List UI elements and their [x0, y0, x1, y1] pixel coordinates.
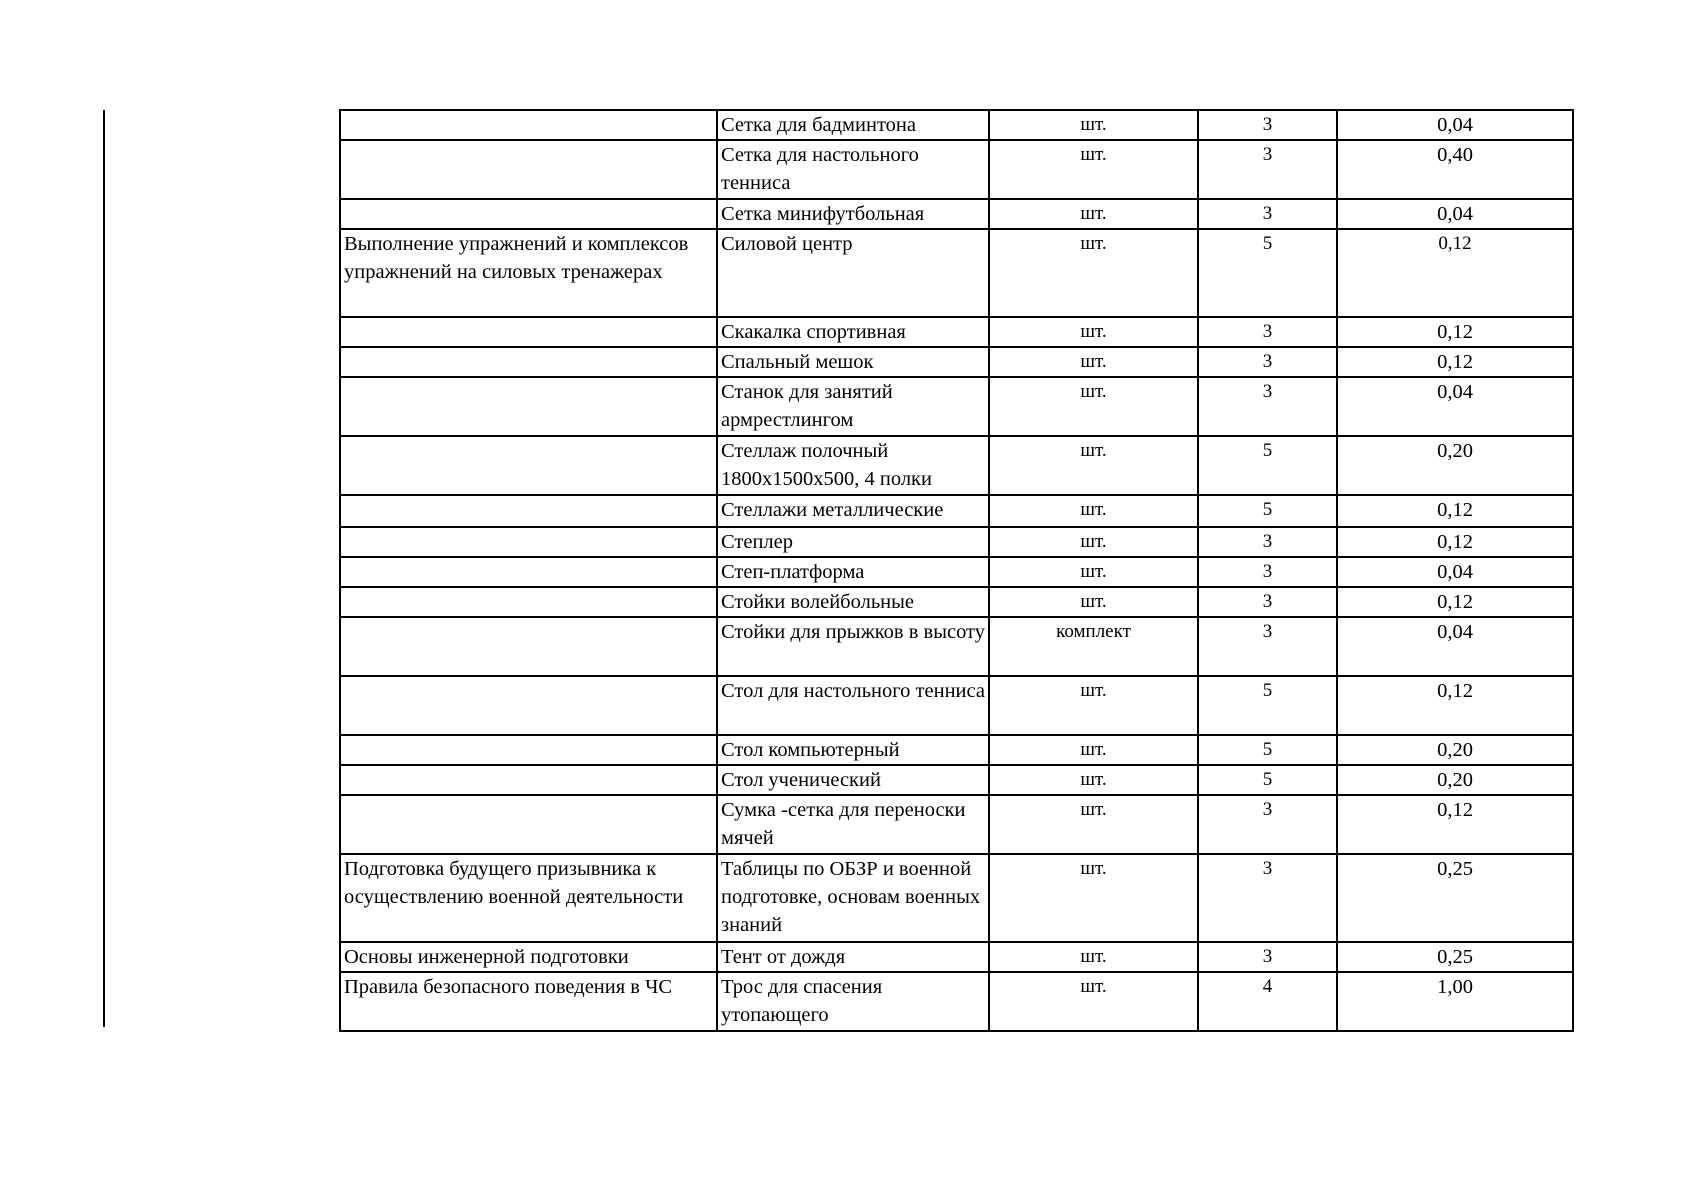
quantity-cell: 5: [1198, 495, 1337, 527]
table-row: [340, 735, 1573, 765]
table-row: [340, 972, 1573, 1031]
quantity-cell: 3: [1198, 942, 1337, 972]
value-cell: 0,12: [1337, 495, 1573, 527]
activity-cell: [340, 495, 717, 527]
unit-cell: шт.: [989, 229, 1198, 317]
activity-cell: [340, 617, 717, 676]
unit-cell: шт.: [989, 735, 1198, 765]
quantity-cell: 3: [1198, 140, 1337, 199]
table-row: [340, 377, 1573, 436]
item-cell: Степлер: [717, 527, 989, 557]
value-cell: 0,20: [1337, 735, 1573, 765]
value-cell: 0,12: [1337, 229, 1573, 317]
unit-cell: шт.: [989, 765, 1198, 795]
activity-cell: Выполнение упражнений и комплексов упражнений на силовых тренажерах: [340, 229, 717, 317]
item-cell: Сетка для настольного тенниса: [717, 140, 989, 199]
value-cell: 0,04: [1337, 110, 1573, 140]
unit-cell: шт.: [989, 676, 1198, 735]
table-row: [340, 942, 1573, 972]
unit-cell: комплект: [989, 617, 1198, 676]
quantity-cell: 3: [1198, 587, 1337, 617]
quantity-cell: 3: [1198, 854, 1337, 942]
unit-cell: шт.: [989, 495, 1198, 527]
table-row: [340, 140, 1573, 199]
value-cell: 0,12: [1337, 317, 1573, 347]
table-row: [340, 587, 1573, 617]
value-cell: 0,04: [1337, 199, 1573, 229]
activity-cell: [340, 527, 717, 557]
value-cell: 1,00: [1337, 972, 1573, 1031]
unit-cell: шт.: [989, 140, 1198, 199]
quantity-cell: 3: [1198, 110, 1337, 140]
item-cell: Стеллаж полочный 1800x1500x500, 4 полки: [717, 436, 989, 495]
unit-cell: шт.: [989, 436, 1198, 495]
unit-cell: шт.: [989, 972, 1198, 1031]
item-cell: Таблицы по ОБЗР и военной подготовке, основам военных знаний: [717, 854, 989, 942]
quantity-cell: 5: [1198, 735, 1337, 765]
quantity-cell: 3: [1198, 527, 1337, 557]
value-cell: 0,12: [1337, 587, 1573, 617]
quantity-cell: 3: [1198, 795, 1337, 854]
table-row: [340, 795, 1573, 854]
unit-cell: шт.: [989, 795, 1198, 854]
value-cell: 0,12: [1337, 676, 1573, 735]
activity-cell: [340, 735, 717, 765]
item-cell: Стол компьютерный: [717, 735, 989, 765]
value-cell: 0,40: [1337, 140, 1573, 199]
activity-cell: [340, 765, 717, 795]
activity-cell: [340, 140, 717, 199]
table-row: [340, 199, 1573, 229]
item-cell: Сумка -сетка для переноски мячей: [717, 795, 989, 854]
table-row: [340, 765, 1573, 795]
item-cell: Степ-платформа: [717, 557, 989, 587]
item-cell: Стол для настольного тенниса: [717, 676, 989, 735]
item-cell: Стол ученический: [717, 765, 989, 795]
quantity-cell: 3: [1198, 557, 1337, 587]
quantity-cell: 5: [1198, 765, 1337, 795]
item-cell: Сетка для бадминтона: [717, 110, 989, 140]
table-row: [340, 110, 1573, 140]
value-cell: 0,04: [1337, 557, 1573, 587]
quantity-cell: 4: [1198, 972, 1337, 1031]
value-cell: 0,25: [1337, 942, 1573, 972]
item-cell: Стеллажи металлические: [717, 495, 989, 527]
table-row: [340, 317, 1573, 347]
activity-cell: Подготовка будущего призывника к осуществлению военной деятельности: [340, 854, 717, 942]
activity-cell: [340, 317, 717, 347]
page-margin-line: [103, 110, 105, 1027]
table-row: [340, 676, 1573, 735]
activity-cell: [340, 199, 717, 229]
unit-cell: шт.: [989, 110, 1198, 140]
activity-cell: [340, 795, 717, 854]
activity-cell: Правила безопасного поведения в ЧС: [340, 972, 717, 1031]
item-cell: Сетка минифутбольная: [717, 199, 989, 229]
activity-cell: [340, 377, 717, 436]
table-row: [340, 854, 1573, 942]
table-row: [340, 527, 1573, 557]
unit-cell: шт.: [989, 854, 1198, 942]
activity-cell: [340, 347, 717, 377]
quantity-cell: 3: [1198, 317, 1337, 347]
unit-cell: шт.: [989, 527, 1198, 557]
quantity-cell: 3: [1198, 617, 1337, 676]
unit-cell: шт.: [989, 587, 1198, 617]
item-cell: Силовой центр: [717, 229, 989, 317]
table-row: [340, 557, 1573, 587]
table-row: [340, 436, 1573, 495]
table-row: [340, 347, 1573, 377]
unit-cell: шт.: [989, 377, 1198, 436]
value-cell: 0,12: [1337, 347, 1573, 377]
activity-cell: [340, 110, 717, 140]
activity-cell: Основы инженерной подготовки: [340, 942, 717, 972]
activity-cell: [340, 557, 717, 587]
value-cell: 0,12: [1337, 527, 1573, 557]
value-cell: 0,04: [1337, 617, 1573, 676]
quantity-cell: 5: [1198, 229, 1337, 317]
value-cell: 0,04: [1337, 377, 1573, 436]
quantity-cell: 3: [1198, 347, 1337, 377]
table-row: [340, 617, 1573, 676]
unit-cell: шт.: [989, 347, 1198, 377]
item-cell: Скакалка спортивная: [717, 317, 989, 347]
value-cell: 0,20: [1337, 765, 1573, 795]
equipment-table: [339, 109, 1574, 1032]
activity-cell: [340, 676, 717, 735]
quantity-cell: 3: [1198, 377, 1337, 436]
item-cell: Стойки волейбольные: [717, 587, 989, 617]
item-cell: Станок для занятий армрестлингом: [717, 377, 989, 436]
item-cell: Спальный мешок: [717, 347, 989, 377]
value-cell: 0,12: [1337, 795, 1573, 854]
quantity-cell: 5: [1198, 676, 1337, 735]
unit-cell: шт.: [989, 942, 1198, 972]
value-cell: 0,20: [1337, 436, 1573, 495]
unit-cell: шт.: [989, 557, 1198, 587]
item-cell: Стойки для прыжков в высоту: [717, 617, 989, 676]
unit-cell: шт.: [989, 317, 1198, 347]
activity-cell: [340, 587, 717, 617]
item-cell: Трос для спасения утопающего: [717, 972, 989, 1031]
value-cell: 0,25: [1337, 854, 1573, 942]
unit-cell: шт.: [989, 199, 1198, 229]
table-row: [340, 495, 1573, 527]
quantity-cell: 3: [1198, 199, 1337, 229]
activity-cell: [340, 436, 717, 495]
quantity-cell: 5: [1198, 436, 1337, 495]
item-cell: Тент от дождя: [717, 942, 989, 972]
table-row: [340, 229, 1573, 317]
